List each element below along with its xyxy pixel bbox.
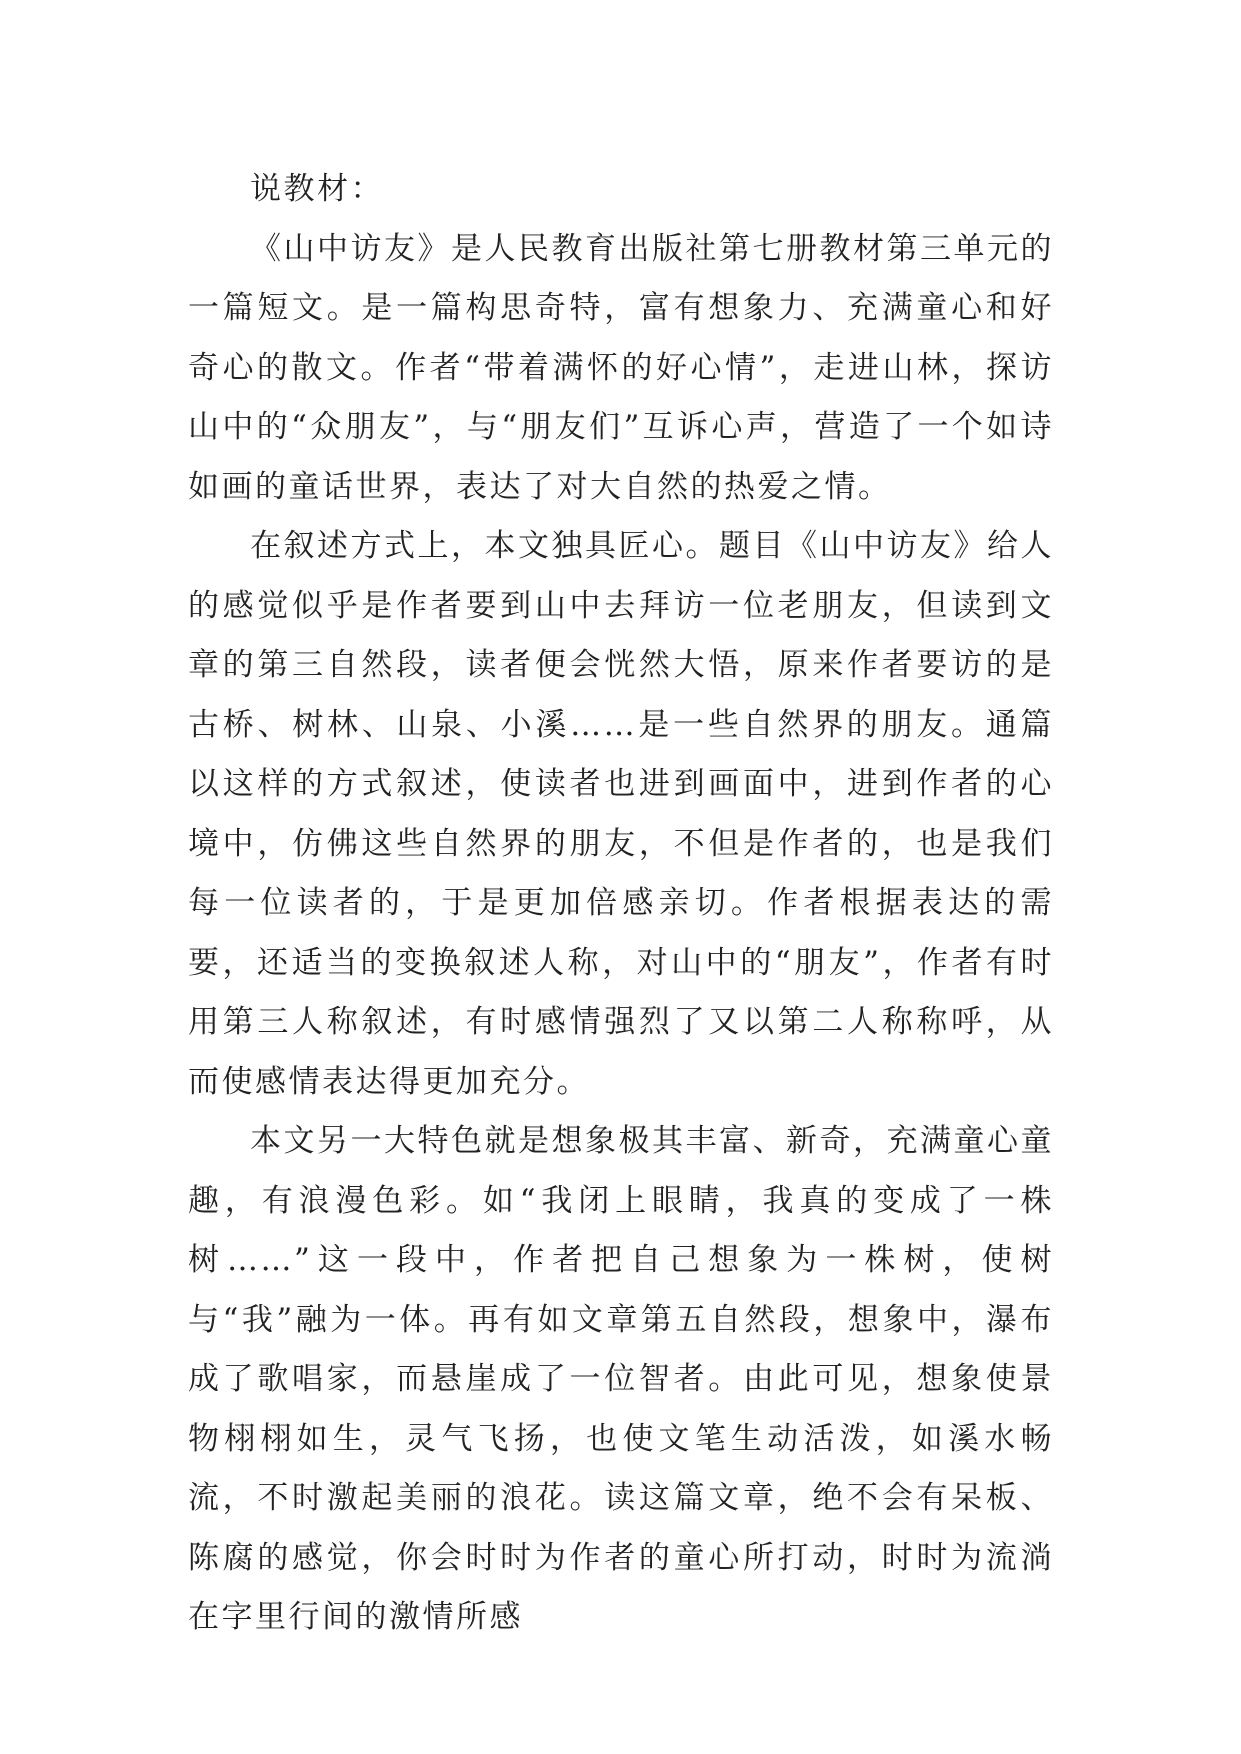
section-heading: 说教材： (250, 171, 384, 207)
document-body (188, 160, 1054, 1648)
paragraph-narration: 在叙述方式上，本文独具匠心。题目《山中访友》给人的感觉似乎是作者要到山中去拜访一位老朋友，但读到文章的第三自然段，读者便会恍然大悟，原来作者要访的是古桥、树林、山泉、小溪……是一些自然界的朋友。通篇以这样的方式叙述，使读者也进到画面中，进到作者的心境中，仿佛这些自然界的朋友，不但是作者的，也是我们每一位读者的，于是更加倍感亲切。作者根据表达的需要，还适当的变换叙述人称，对山中的“朋友”，作者有时用第三人称叙述，有时感情强烈了又以第二人称称呼，从而使感情表达得更加充分。 (188, 528, 1054, 1100)
paragraph-intro: 《山中访友》是人民教育出版社第七册教材第三单元的一篇短文。是一篇构思奇特，富有想象力、充满童心和好奇心的散文。作者“带着满怀的好心情”，走进山林，探访山中的“众朋友”，与“朋友们”互诉心声，营造了一个如诗如画的童话世界，表达了对大自然的热爱之情。 (188, 230, 1054, 505)
paragraph-imagination: 本文另一大特色就是想象极其丰富、新奇，充满童心童趣，有浪漫色彩。如“我闭上眼睛，我真的变成了一株树……”这一段中，作者把自己想象为一株树，使树与“我”融为一体。再有如文章第五自然段，想象中，瀑布成了歌唱家，而悬崖成了一位智者。由此可见，想象使景物栩栩如生，灵气飞扬，也使文笔生动活泼，如溪水畅流，不时激起美丽的浪花。读这篇文章，绝不会有呆板、陈腐的感觉，你会时时为作者的童心所打动，时时为流淌在字里行间的激情所感 (188, 1123, 1054, 1635)
